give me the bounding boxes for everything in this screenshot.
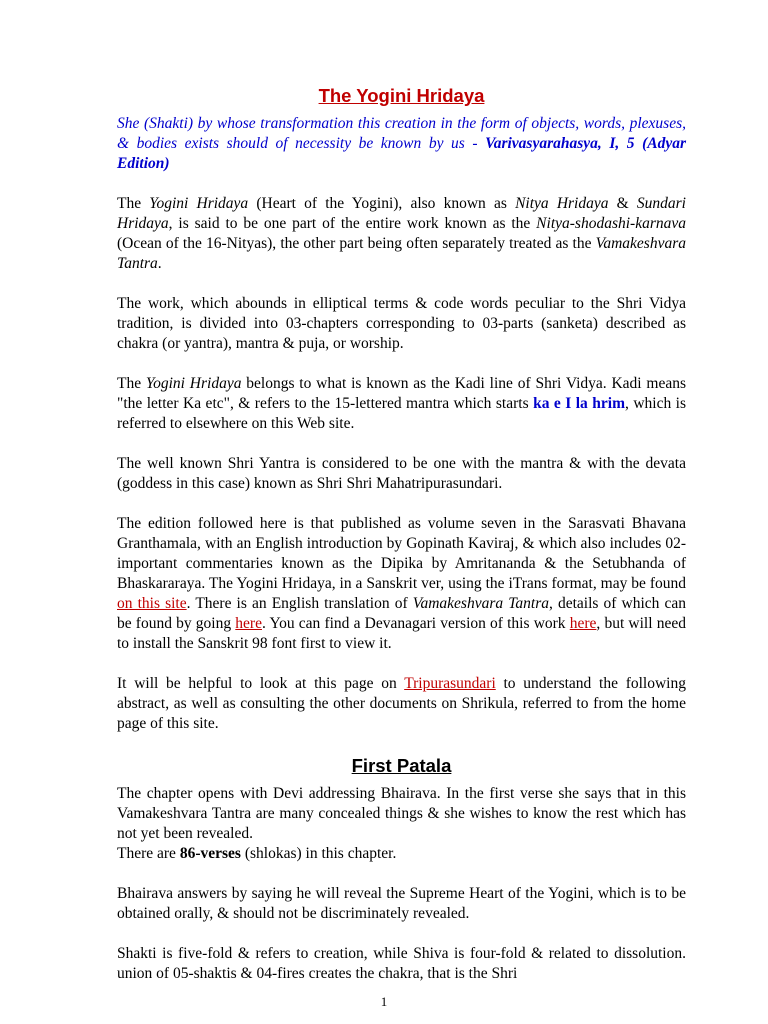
here-link-devanagari[interactable]: here bbox=[569, 615, 597, 632]
text: The edition followed here is that published as volume seven in the Sarasvati Bhavana Granthamala, with an English introduction by Gopinath Kaviraj, & which also includes 02-important commentaries known as the Dipika by Amritananda & the Setubhanda of Bhaskararaya. The Yogini Hridaya, in a Sanskrit ver, using the iTrans format, may be found bbox=[117, 515, 686, 592]
epigraph-source: Varivasyarahasya, I, 5 (Adyar Edition) bbox=[117, 135, 686, 172]
on-this-site-link[interactable]: on this site bbox=[117, 595, 187, 612]
text: The chapter opens with Devi addressing Bhairava. In the first verse she says that in this Vamakeshvara Tantra are many concealed things & she wishes to know the rest which has not yet been revealed. bbox=[117, 785, 686, 842]
here-link-translation[interactable]: here bbox=[235, 615, 262, 632]
epigraph bbox=[117, 114, 686, 174]
paragraph-7 bbox=[117, 784, 686, 864]
tripurasundari-link[interactable]: Tripurasundari bbox=[404, 675, 496, 692]
italic-term: Vamakeshvara Tantra bbox=[412, 595, 549, 612]
text: , but will need to install the Sanskrit 98 font first to view it. bbox=[117, 615, 686, 652]
text: The bbox=[117, 375, 146, 392]
document-page bbox=[117, 84, 686, 1004]
text: , is said to be one part of the entire work known as the bbox=[168, 215, 537, 232]
paragraph-1 bbox=[117, 194, 686, 274]
text: (Ocean of the 16-Nityas), the other part being often separately treated as the bbox=[117, 235, 596, 252]
section-heading: First Patala bbox=[351, 755, 452, 776]
text: (Heart of the Yogini), also known as bbox=[248, 195, 516, 212]
text: to understand the following abstract, as well as consulting the other documents on Shrikula, referred to from the home page of this site. bbox=[117, 675, 686, 732]
text: (shlokas) in this chapter. bbox=[240, 845, 397, 862]
paragraph-6 bbox=[117, 674, 686, 734]
italic-term: Nitya Hridaya bbox=[515, 195, 609, 212]
text: The bbox=[117, 195, 150, 212]
text: . You can find a Devanagari version of this work bbox=[261, 615, 570, 632]
text: . bbox=[157, 255, 162, 272]
epigraph-text: She (Shakti) by whose transformation this creation in the form of objects, words, plexuses, & bodies exists should of necessity be known by us - bbox=[117, 115, 686, 152]
text: It will be helpful to look at this page on bbox=[117, 675, 405, 692]
text: belongs to what is known as the Kadi line of Shri Vidya. Kadi means "the letter Ka etc", & refers to the 15-lettered mantra which starts bbox=[117, 375, 686, 412]
text: . There is an English translation of bbox=[186, 595, 413, 612]
mantra-text: ka e I la hrim bbox=[533, 395, 625, 412]
paragraph-4: The well known Shri Yantra is considered to be one with the mantra & with the devata (goddess in this case) known as Shri Shri Mahatripurasundari. bbox=[117, 455, 686, 492]
text: , details of which can be found by going bbox=[117, 595, 687, 632]
text: There are bbox=[117, 845, 180, 862]
paragraph-5 bbox=[117, 514, 686, 654]
page-number: 1 bbox=[380, 994, 388, 1009]
bold-term: 86-verses bbox=[179, 845, 241, 862]
paragraph-8: Bhairava answers by saying he will reveal the Supreme Heart of the Yogini, which is to be obtained orally, & should not be discriminately revealed. bbox=[117, 885, 686, 922]
document-title: The Yogini Hridaya bbox=[318, 85, 485, 106]
italic-term: Vamakeshvara Tantra bbox=[117, 235, 686, 272]
italic-term: Nitya-shodashi-karnava bbox=[536, 215, 686, 232]
text: , which is referred to elsewhere on this Web site. bbox=[117, 395, 686, 432]
paragraph-9: Shakti is five-fold & refers to creation, while Shiva is four-fold & related to dissolution. union of 05-shaktis & 04-fires creates the chakra, that is the Shri bbox=[117, 945, 686, 982]
italic-term: Sundari Hridaya bbox=[117, 195, 686, 232]
paragraph-2: The work, which abounds in elliptical terms & code words peculiar to the Shri Vidya tradition, is divided into 03-chapters corresponding to 03-parts (sanketa) described as chakra (or yantra), mantra & puja, or worship. bbox=[117, 295, 686, 352]
text: & bbox=[608, 195, 637, 212]
italic-term: Yogini Hridaya bbox=[149, 195, 249, 212]
paragraph-3 bbox=[117, 374, 686, 434]
italic-term: Yogini Hridaya bbox=[145, 375, 242, 392]
